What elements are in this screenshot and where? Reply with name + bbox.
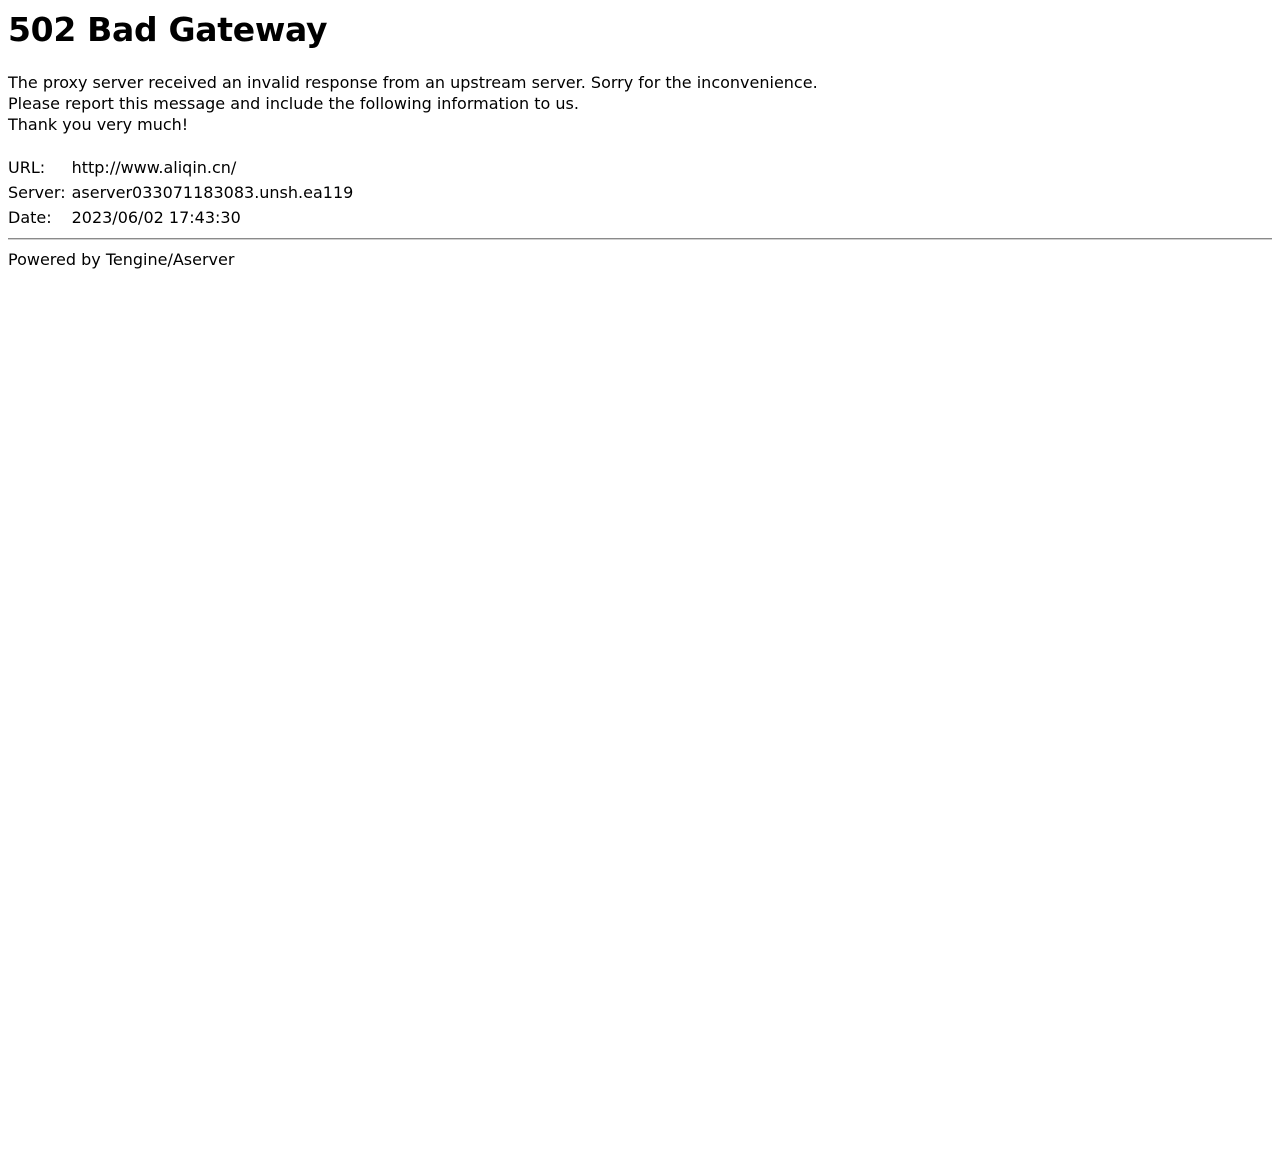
info-row-url <box>8 157 353 178</box>
error-info-table <box>5 153 356 232</box>
url-value: http://www.aliqin.cn/ <box>71 158 237 177</box>
date-label: Date: <box>8 208 52 227</box>
info-row-server <box>8 182 353 203</box>
message-line: Thank you very much! <box>8 115 189 134</box>
date-value: 2023/06/02 17:43:30 <box>71 208 241 227</box>
url-label: URL: <box>8 158 46 177</box>
powered-by-footer: Powered by Tengine/Aserver <box>8 250 235 269</box>
server-label: Server: <box>8 183 66 202</box>
info-row-date <box>8 207 353 228</box>
message-line: Please report this message and include the following information to us. <box>8 94 579 113</box>
page-title: 502 Bad Gateway <box>8 10 328 49</box>
error-message <box>8 72 1272 135</box>
message-line: The proxy server received an invalid response from an upstream server. Sorry for the inconvenience. <box>8 73 818 92</box>
server-value: aserver033071183083.unsh.ea119 <box>71 183 354 202</box>
divider <box>8 238 1272 240</box>
